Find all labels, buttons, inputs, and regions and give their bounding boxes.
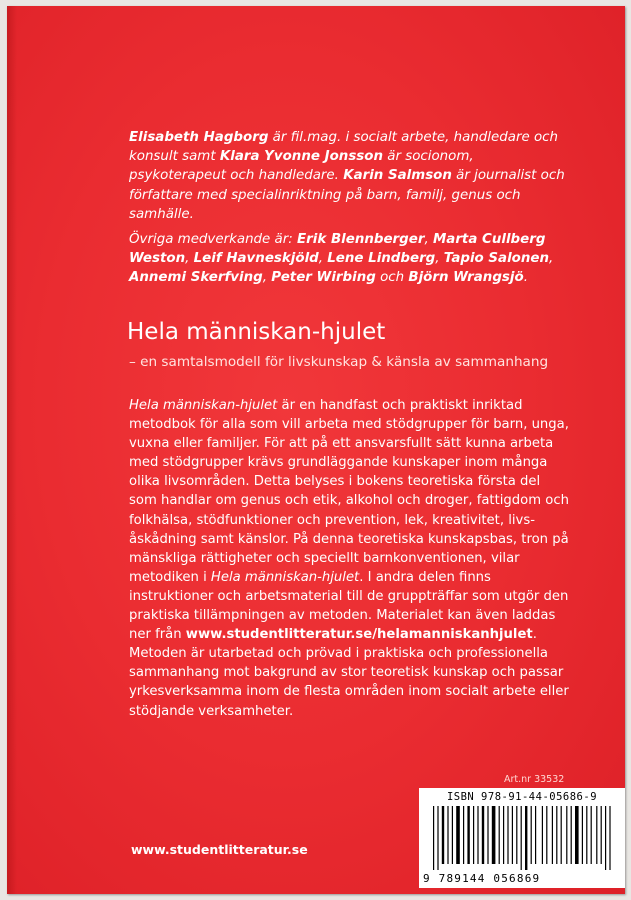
contributor-name: Leif Havneskjöld — [193, 251, 319, 267]
book-back-cover — [7, 6, 625, 894]
publisher-url: www.studentlitteratur.se — [131, 842, 308, 857]
download-url: www.studentlitteratur.se/helamanniskanhjulet — [185, 627, 533, 643]
spine-shadow — [7, 6, 17, 894]
book-subtitle: – en samtalsmodell för livskunskap & känsla av sammanhang — [129, 354, 549, 370]
barcode-label — [419, 788, 625, 888]
contributor-name: Björn Wrangsjö — [408, 270, 524, 286]
barcode-icon — [433, 806, 613, 870]
author-name: Elisabeth Hagborg — [129, 130, 269, 145]
isbn-number: ISBN 978-91-44-05686-9 — [446, 791, 598, 803]
title-reference: Hela människan-hjulet — [129, 398, 278, 413]
author-bio-paragraph: Elisabeth Hagborg är fil.mag. i socialt arbete, handledare och konsult samt Klara Yvonne Jonsson är socionom, psykoterapeut och handledare. Karin Salmson är journalist och författare med specialinriktning på barn, familj, genus och samhälle. — [129, 130, 565, 222]
contributor-name: Peter Wirbing — [271, 270, 376, 286]
title-reference: Hela människan-hjulet — [210, 569, 360, 585]
contributor-name: Marta Cullberg Weston — [129, 232, 546, 267]
book-description: Hela människan-hjulet är en handfast och praktiskt inriktad metodbok för alla som vill arbeta med stödgrupper för barn, unga, vuxna eller familjer. För att på ett ansvarsfullt sätt kunna arbeta med stödgrupper krävs grundläggande kunskaper inom många olika livsområden. Detta belyses i bokens teoretiska första del som handlar om genus och etik, alkohol och droger, fattigdom och folkhälsa, stödfunktioner och prevention, lek, kreativitet, livsåskådning samt känslor. På denna teoretiska kunskapsbas, tron på mänskliga rättigheter och speciellt barnkonventionen, vilar metodiken i Hela människan-hjulet. I andra delen finns instruktioner och arbetsmaterial till de gruppträffar som utgör den praktiska tillämpningen av metoden. Materialet kan även laddas ner från www.studentlitteratur.se/helamanniskanhjulet. Metoden är utarbetad och prövad i praktiska och professionella sammanhang mot bakgrund av stor teoretisk kunskap och passar yrkesverksamma inom de flesta områden inom socialt arbete eller stödjande verksamheter. — [129, 398, 569, 719]
contributor-name: Annemi Skerfving — [129, 270, 263, 286]
article-number: Art.nr 33532 — [504, 774, 565, 785]
author-name: Karin Salmson — [343, 168, 452, 184]
barcode-digits: 9 789144 056869 — [423, 872, 541, 885]
contributor-name: Lene Lindberg — [327, 251, 436, 267]
contributors-paragraph: Övriga medverkande är: Erik Blennberger, Marta Cullberg Weston, Leif Havneskjöld, Lene Lindberg, Tapio Salonen, Annemi Skerfving, Peter Wirbing och Björn Wrangsjö. — [129, 232, 554, 286]
author-name: Klara Yvonne Jonsson — [219, 149, 383, 165]
contributor-name: Tapio Salonen — [443, 251, 550, 267]
contributor-name: Erik Blennberger — [297, 232, 425, 248]
author-bios — [129, 128, 571, 294]
book-title: Hela människan-hjulet — [127, 319, 386, 345]
